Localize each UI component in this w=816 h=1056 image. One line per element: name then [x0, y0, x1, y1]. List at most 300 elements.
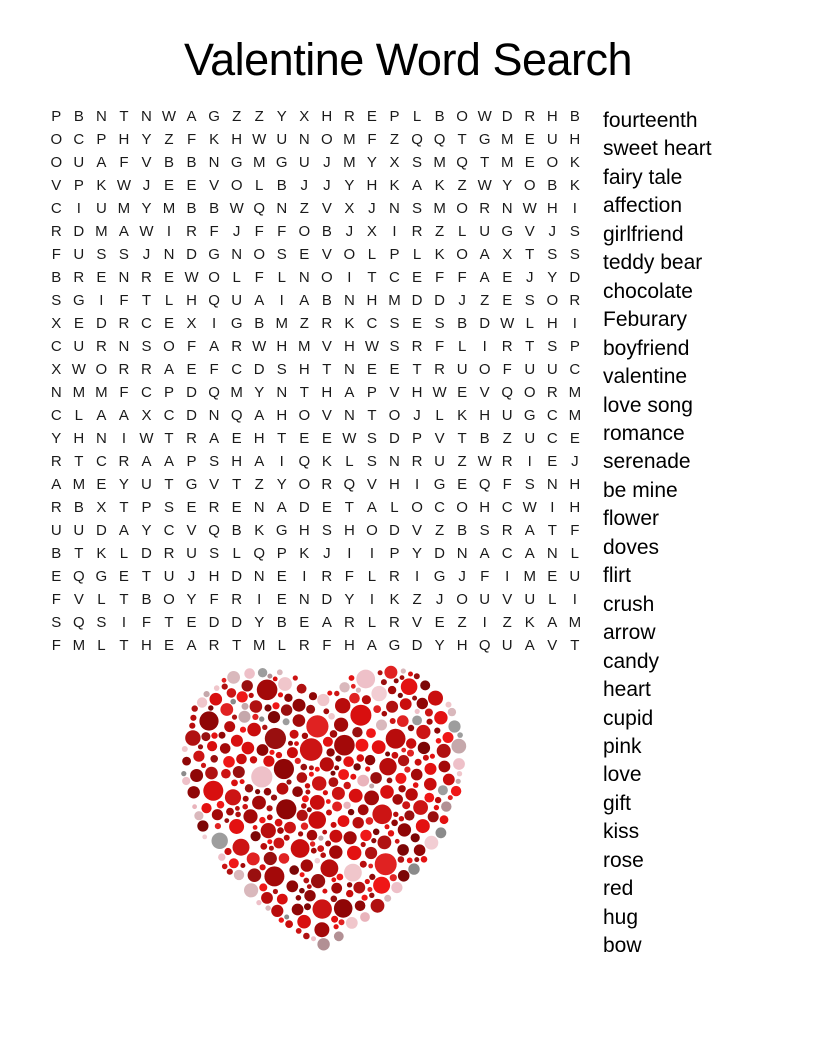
heart-dot — [308, 811, 326, 829]
grid-letter: M — [568, 384, 582, 401]
grid-letter: N — [276, 200, 288, 217]
heart-dot — [211, 732, 217, 738]
grid-letter: O — [208, 269, 220, 286]
grid-letter: V — [524, 223, 535, 240]
grid-letter: Z — [457, 614, 467, 631]
heart-dot — [305, 790, 310, 795]
heart-dot — [250, 756, 257, 763]
grid-letter: O — [456, 108, 468, 125]
grid-letter: F — [367, 131, 377, 148]
grid-letter: U — [276, 131, 288, 148]
grid-letter: V — [412, 522, 423, 539]
word-list-item: hug — [603, 905, 639, 929]
heart-dot — [274, 838, 285, 849]
grid-letter: H — [186, 292, 197, 309]
heart-dot — [301, 803, 307, 809]
grid-letter: R — [501, 453, 513, 470]
grid-letter: A — [164, 361, 175, 378]
heart-dot — [292, 904, 304, 916]
heart-dot — [227, 671, 240, 684]
heart-dot — [283, 718, 290, 725]
grid-letter: Y — [141, 522, 152, 539]
word-list-item: romance — [603, 421, 685, 445]
word-list-item: chocolate — [603, 279, 693, 303]
grid-letter: C — [95, 453, 107, 470]
heart-dot — [222, 678, 227, 683]
heart-dot — [392, 752, 399, 759]
heart-dot — [367, 887, 372, 892]
heart-dot — [224, 848, 231, 855]
heart-dot — [398, 693, 403, 698]
grid-letter: H — [298, 361, 310, 378]
word-list-item: flower — [603, 507, 660, 531]
grid-letter: Y — [502, 177, 513, 194]
grid-letter: U — [73, 522, 85, 539]
grid-letter: F — [277, 223, 287, 240]
grid-letter: H — [321, 384, 333, 401]
heart-dot — [457, 732, 463, 738]
grid-letter: W — [161, 108, 177, 125]
word-search-grid — [45, 105, 586, 657]
grid-letter: Q — [343, 476, 356, 493]
grid-letter: L — [457, 338, 467, 355]
grid-letter: H — [118, 131, 130, 148]
heart-dot — [236, 754, 247, 765]
heart-dot — [448, 708, 456, 716]
heart-dot — [347, 846, 361, 860]
grid-letter: X — [344, 200, 355, 217]
heart-dot — [311, 874, 325, 888]
grid-letter: R — [411, 338, 423, 355]
heart-dot — [294, 741, 299, 746]
heart-dot — [240, 863, 245, 868]
grid-letter: Y — [547, 269, 558, 286]
grid-letter: X — [502, 246, 513, 263]
grid-letter: T — [344, 499, 354, 516]
grid-letter: K — [569, 177, 580, 194]
heart-dot — [414, 844, 426, 856]
heart-dot — [390, 718, 396, 724]
word-list-item: heart — [603, 678, 651, 702]
heart-dot — [385, 824, 390, 829]
heart-dot — [221, 769, 231, 779]
heart-dot — [412, 716, 422, 726]
grid-letter: E — [434, 614, 445, 631]
heart-dot — [400, 698, 412, 710]
grid-letter: O — [546, 292, 559, 309]
grid-letter: O — [321, 131, 333, 148]
grid-letter: R — [501, 338, 513, 355]
grid-letter: B — [254, 315, 265, 332]
heart-dot — [311, 848, 317, 854]
grid-letter: S — [479, 522, 490, 539]
grid-letter: N — [253, 568, 265, 585]
grid-letter: D — [569, 269, 581, 286]
grid-letter: L — [232, 269, 241, 286]
heart-dot — [252, 714, 258, 720]
heart-dot — [418, 742, 430, 754]
heart-dot — [185, 730, 200, 745]
grid-letter: L — [412, 246, 422, 263]
heart-dot — [245, 784, 253, 792]
heart-dot — [310, 841, 315, 846]
grid-letter: E — [231, 430, 242, 447]
heart-dot — [420, 680, 430, 690]
heart-dot — [301, 823, 308, 830]
heart-dot — [197, 820, 208, 831]
grid-letter: R — [141, 361, 152, 378]
heart-dot — [215, 823, 221, 829]
heart-dot — [277, 669, 283, 675]
heart-dot — [360, 912, 370, 922]
grid-letter: B — [569, 108, 580, 125]
heart-dot — [407, 750, 414, 757]
heart-dot — [269, 846, 274, 851]
grid-letter: G — [501, 223, 514, 240]
grid-letter: T — [119, 591, 129, 608]
heart-dot — [226, 808, 234, 816]
heart-dot — [212, 809, 223, 820]
heart-dot — [240, 779, 245, 784]
grid-letter: X — [51, 361, 62, 378]
grid-letter: B — [321, 223, 332, 240]
grid-letter: B — [434, 108, 445, 125]
grid-letter: C — [366, 315, 378, 332]
grid-letter: W — [522, 200, 537, 217]
grid-letter: G — [95, 568, 108, 585]
grid-letter: C — [163, 407, 175, 424]
heart-dot — [230, 699, 236, 705]
grid-letter: I — [550, 499, 555, 516]
grid-letter: N — [546, 476, 558, 493]
grid-letter: K — [299, 545, 310, 562]
heart-dot — [192, 804, 197, 809]
heart-dot — [381, 679, 387, 685]
heart-dot — [411, 833, 420, 842]
grid-letter: I — [482, 614, 487, 631]
grid-letter: R — [186, 430, 197, 447]
grid-letter: A — [299, 292, 310, 309]
grid-letter: Q — [298, 453, 311, 470]
grid-letter: E — [118, 568, 129, 585]
grid-letter: E — [321, 499, 332, 516]
grid-letter: H — [276, 338, 288, 355]
heart-dot — [284, 822, 296, 834]
grid-letter: Q — [253, 200, 266, 217]
heart-dot — [286, 880, 298, 892]
grid-letter: T — [164, 476, 174, 493]
heart-dot — [302, 733, 308, 739]
heart-dot — [371, 686, 386, 701]
grid-letter: I — [121, 614, 126, 631]
grid-letter: V — [434, 430, 445, 447]
word-list-item: be mine — [603, 478, 678, 502]
heart-dot — [365, 879, 370, 884]
grid-letter: U — [73, 246, 85, 263]
grid-letter: F — [480, 568, 490, 585]
word-list-item: flirt — [603, 564, 631, 588]
grid-letter: R — [141, 269, 152, 286]
grid-letter: D — [186, 384, 197, 401]
grid-letter: V — [321, 200, 332, 217]
grid-letter: M — [500, 131, 514, 148]
grid-letter: T — [232, 637, 242, 654]
grid-letter: T — [457, 131, 467, 148]
grid-letter: T — [277, 430, 287, 447]
grid-letter: V — [51, 177, 62, 194]
heart-dot — [437, 744, 451, 758]
heart-dot — [279, 917, 284, 922]
grid-letter: W — [252, 338, 267, 355]
grid-letter: R — [389, 568, 400, 585]
heart-dot — [181, 771, 186, 776]
grid-letter: U — [73, 338, 85, 355]
heart-dot — [331, 877, 336, 882]
grid-letter: A — [547, 614, 558, 631]
heart-dot — [371, 838, 376, 843]
grid-letter: I — [279, 292, 284, 309]
grid-letter: R — [118, 315, 130, 332]
grid-letter: D — [434, 292, 445, 309]
heart-dot — [387, 778, 393, 784]
grid-letter: H — [253, 430, 265, 447]
grid-letter: W — [116, 177, 131, 194]
grid-letter: D — [389, 430, 400, 447]
grid-letter: I — [347, 545, 352, 562]
heart-dot — [262, 725, 267, 730]
heart-dot — [315, 858, 321, 864]
grid-letter: N — [298, 269, 310, 286]
grid-letter: C — [50, 338, 62, 355]
grid-letter: A — [254, 407, 265, 424]
grid-letter: F — [502, 476, 512, 493]
grid-letter: K — [321, 453, 332, 470]
grid-letter: R — [118, 453, 130, 470]
grid-letter: A — [321, 614, 332, 631]
heart-dot — [435, 797, 441, 803]
grid-letter: L — [97, 591, 106, 608]
grid-letter: D — [186, 246, 197, 263]
heart-dot — [434, 805, 439, 810]
grid-letter: M — [343, 131, 356, 148]
grid-letter: Q — [208, 292, 220, 309]
page-title: Valentine Word Search — [183, 34, 633, 85]
heart-dot — [355, 901, 366, 912]
heart-dot — [439, 761, 451, 773]
grid-letter: N — [546, 545, 558, 562]
heart-dot — [314, 922, 329, 937]
grid-letter: L — [255, 177, 264, 194]
heart-dot — [371, 899, 385, 913]
grid-letter: E — [502, 269, 513, 286]
grid-letter: I — [414, 568, 420, 585]
word-list-item: love song — [603, 393, 693, 417]
heart-dot — [271, 905, 283, 917]
heart-dot — [335, 756, 341, 762]
heart-dot — [351, 684, 356, 689]
grid-letter: W — [500, 315, 515, 332]
grid-letter: F — [502, 361, 512, 378]
heart-dot — [204, 691, 210, 697]
grid-letter: I — [279, 453, 284, 470]
grid-letter: F — [344, 568, 354, 585]
grid-letter: Z — [254, 108, 264, 125]
heart-dot — [218, 853, 225, 860]
grid-letter: R — [321, 315, 333, 332]
grid-letter: N — [118, 338, 130, 355]
heart-dot — [307, 807, 312, 812]
grid-letter: P — [51, 108, 62, 125]
grid-letter: W — [477, 177, 492, 194]
grid-letter: L — [525, 315, 534, 332]
grid-letter: W — [522, 499, 537, 516]
grid-letter: G — [275, 522, 288, 539]
heart-dot — [416, 819, 430, 833]
grid-letter: P — [73, 177, 84, 194]
grid-letter: R — [343, 614, 355, 631]
grid-letter: B — [209, 200, 220, 217]
word-list-item: doves — [603, 535, 660, 559]
heart-dot — [415, 759, 422, 766]
grid-letter: R — [73, 269, 85, 286]
grid-letter: S — [321, 522, 332, 539]
grid-letter: C — [50, 407, 62, 424]
heart-dot — [350, 774, 356, 780]
grid-letter: I — [99, 292, 104, 309]
heart-dot — [225, 789, 241, 805]
heart-dot — [310, 795, 325, 810]
heart-dot — [306, 705, 315, 714]
heart-dot — [220, 703, 233, 716]
heart-dot — [416, 725, 430, 739]
grid-letter: U — [546, 131, 558, 148]
grid-letter: G — [230, 154, 243, 171]
grid-letter: P — [96, 131, 107, 148]
grid-letter: N — [95, 108, 107, 125]
grid-letter: E — [73, 315, 84, 332]
heart-dot — [349, 675, 355, 681]
heart-dot — [287, 747, 298, 758]
grid-letter: P — [141, 499, 152, 516]
heart-dot — [365, 847, 377, 859]
grid-letter: K — [209, 131, 220, 148]
grid-letter: T — [119, 499, 129, 516]
heart-dot — [222, 864, 228, 870]
grid-letter: T — [74, 545, 84, 562]
heart-dot — [320, 852, 326, 858]
heart-dot — [327, 691, 332, 696]
grid-letter: N — [163, 246, 175, 263]
grid-letter: H — [366, 177, 378, 194]
heart-dot — [400, 675, 405, 680]
grid-letter: K — [569, 154, 580, 171]
grid-letter: N — [298, 591, 310, 608]
grid-letter: C — [434, 499, 445, 516]
grid-letter: M — [388, 292, 401, 309]
heart-dot — [365, 755, 375, 765]
grid-letter: R — [569, 292, 581, 309]
grid-letter: F — [51, 637, 61, 654]
grid-letter: R — [546, 384, 558, 401]
grid-letter: B — [51, 269, 62, 286]
grid-letter: O — [411, 499, 423, 516]
heart-dot — [382, 711, 388, 717]
heart-dot — [414, 673, 420, 679]
heart-dot — [189, 723, 195, 729]
grid-letter: U — [524, 361, 536, 378]
heart-dot — [404, 767, 410, 773]
heart-dot — [202, 835, 207, 840]
heart-dot — [446, 702, 452, 708]
grid-letter: I — [302, 568, 307, 585]
heart-dot — [398, 755, 409, 766]
grid-letter: L — [97, 637, 106, 654]
word-list-item: bow — [603, 934, 642, 958]
grid-letter: L — [390, 499, 399, 516]
grid-letter: U — [186, 545, 197, 562]
grid-letter: O — [50, 131, 63, 148]
heart-dot — [235, 812, 241, 818]
grid-letter: M — [568, 407, 582, 424]
heart-dot — [265, 728, 286, 749]
heart-dot — [301, 859, 313, 871]
grid-letter: B — [73, 108, 84, 125]
word-list-item: crush — [603, 592, 655, 616]
grid-letter: J — [548, 223, 557, 240]
grid-letter: Q — [208, 384, 220, 401]
heart-dot — [360, 830, 371, 841]
heart-dot — [277, 827, 284, 834]
grid-letter: R — [321, 476, 333, 493]
heart-dot — [337, 874, 344, 881]
grid-letter: E — [547, 453, 558, 470]
heart-dot — [303, 878, 309, 884]
grid-letter: O — [321, 269, 333, 286]
heart-dot — [441, 801, 451, 811]
grid-letter: D — [73, 223, 85, 240]
grid-letter: E — [299, 430, 310, 447]
grid-letter: F — [209, 591, 219, 608]
heart-dot — [401, 678, 418, 695]
heart-dot — [227, 688, 237, 698]
heart-dot — [344, 782, 351, 789]
grid-letter: S — [366, 453, 377, 470]
grid-letter: O — [456, 246, 468, 263]
grid-letter: H — [231, 453, 243, 470]
grid-letter: M — [252, 154, 266, 171]
heart-dot — [281, 704, 292, 715]
grid-letter: W — [184, 269, 199, 286]
heart-dot — [182, 746, 188, 752]
grid-letter: D — [95, 315, 107, 332]
heart-dot — [334, 691, 339, 696]
grid-letter: R — [231, 338, 243, 355]
grid-letter: O — [298, 476, 311, 493]
heart-dot — [376, 720, 387, 731]
grid-letter: G — [208, 108, 220, 125]
grid-letter: E — [51, 568, 62, 585]
grid-letter: B — [457, 522, 468, 539]
grid-letter: E — [457, 384, 468, 401]
grid-letter: V — [321, 407, 332, 424]
heart-dot — [188, 786, 200, 798]
grid-letter: A — [479, 246, 490, 263]
word-list-item: Feburary — [603, 308, 688, 332]
grid-letter: A — [254, 453, 265, 470]
grid-letter: K — [96, 177, 107, 194]
grid-letter: A — [118, 522, 129, 539]
heart-dot — [304, 890, 315, 901]
